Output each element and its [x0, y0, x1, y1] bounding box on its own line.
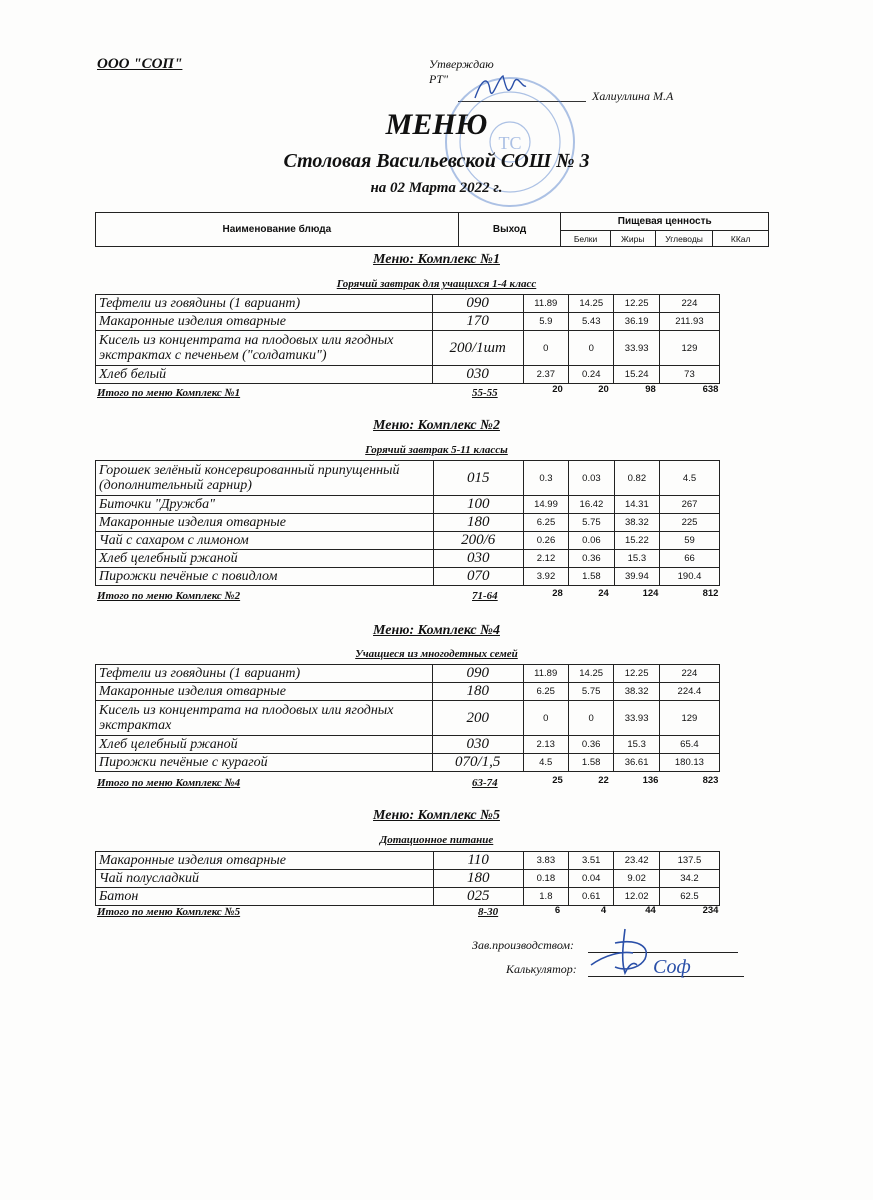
- production-manager-label: Зав.производством:: [472, 938, 575, 952]
- dish-kcal: 224.4: [659, 683, 719, 701]
- dish-proteins: 14.99: [523, 496, 568, 514]
- dish-name: Макаронные изделия отварные: [96, 313, 433, 331]
- dish-proteins: 4.5: [523, 754, 568, 772]
- dish-fats: 1.58: [568, 754, 613, 772]
- table-row: [96, 568, 720, 586]
- section-title: Меню: Комплекс №5: [373, 808, 500, 823]
- dish-carbs: 39.94: [614, 568, 659, 586]
- dish-carbs: 38.32: [614, 514, 659, 532]
- header-carbs: Углеводы: [655, 231, 713, 247]
- dish-name: Хлеб целебный ржаной: [96, 550, 434, 568]
- dish-output: 100: [433, 496, 523, 514]
- dish-kcal: 224: [659, 295, 719, 313]
- table-row: [96, 754, 720, 772]
- section-subtitle: Горячий завтрак 5-11 классы: [365, 444, 508, 456]
- table-row: [96, 888, 720, 906]
- dish-output: 200/1шт: [432, 331, 523, 366]
- dish-kcal: 224: [659, 665, 719, 683]
- dish-kcal: 137.5: [659, 852, 719, 870]
- dish-output: 090: [432, 295, 523, 313]
- dish-proteins: 6.25: [523, 683, 568, 701]
- header-output: Выход: [458, 213, 561, 247]
- dish-carbs: 15.24: [614, 366, 659, 384]
- table-row: [96, 532, 720, 550]
- dish-name: Кисель из концентрата на плодовых или ягодных экстрактах: [96, 701, 433, 736]
- dish-fats: 0.06: [569, 532, 614, 550]
- dish-carbs: 36.61: [614, 754, 659, 772]
- dish-name: Макаронные изделия отварные: [96, 683, 433, 701]
- menu-table-complex-1: [95, 294, 720, 384]
- total-output: 71-64: [472, 590, 498, 602]
- approval-caption: Утверждаю: [429, 57, 494, 71]
- dish-carbs: 12.25: [614, 665, 659, 683]
- dish-carbs: 36.19: [614, 313, 659, 331]
- dish-kcal: 129: [659, 701, 719, 736]
- dish-carbs: 9.02: [614, 870, 660, 888]
- page-title: МЕНЮ: [385, 108, 488, 141]
- header-name: Наименование блюда: [96, 213, 459, 247]
- table-row: [96, 683, 720, 701]
- dish-output: 015: [433, 461, 523, 496]
- dish-name: Тефтели из говядины (1 вариант): [96, 665, 433, 683]
- total-proteins: 28: [552, 588, 563, 599]
- total-fats: 4: [600, 905, 607, 916]
- total-proteins: 25: [552, 775, 563, 786]
- dish-proteins: 2.13: [523, 736, 568, 754]
- dish-carbs: 15.3: [614, 736, 659, 754]
- menu-date: на 02 Марта 2022 г.: [370, 180, 503, 196]
- total-fats: 22: [598, 775, 609, 786]
- dish-name: Горошек зелёный консервированный припущенный (дополнительный гарнир): [96, 461, 434, 496]
- dish-output: 200/6: [433, 532, 523, 550]
- dish-proteins: 1.8: [523, 888, 568, 906]
- header-fats: Жиры: [610, 231, 655, 247]
- dish-proteins: 2.12: [523, 550, 568, 568]
- total-label: Итого по меню Комплекс №5: [97, 906, 241, 918]
- svg-text:ТС: ТС: [498, 133, 522, 153]
- dish-proteins: 3.92: [523, 568, 568, 586]
- dish-carbs: 12.25: [614, 295, 659, 313]
- dish-proteins: 5.9: [523, 313, 568, 331]
- dish-name: Пирожки печёные с повидлом: [96, 568, 434, 586]
- dish-proteins: 0.18: [523, 870, 568, 888]
- section-title: Меню: Комплекс №4: [373, 623, 500, 638]
- dish-name: Макаронные изделия отварные: [96, 514, 434, 532]
- section-subtitle: Горячий завтрак для учащихся 1-4 класс: [336, 278, 537, 290]
- table-row: [96, 514, 720, 532]
- dish-kcal: 225: [660, 514, 720, 532]
- total-carbs: 136: [642, 775, 659, 786]
- dish-fats: 5.43: [569, 313, 614, 331]
- header-table: [95, 212, 769, 247]
- canteen-name: Столовая Васильевской СОШ № 3: [283, 150, 590, 172]
- table-row: [96, 295, 720, 313]
- total-carbs: 44: [645, 905, 656, 916]
- approval-position: РТ": [429, 72, 449, 86]
- dish-output: 070/1,5: [432, 754, 523, 772]
- total-kcal: 638: [702, 384, 719, 395]
- calculator-signature: [585, 925, 705, 983]
- dish-output: 030: [433, 550, 523, 568]
- dish-proteins: 3.83: [523, 852, 568, 870]
- dish-kcal: 59: [660, 532, 720, 550]
- dish-carbs: 14.31: [614, 496, 659, 514]
- menu-table-complex-2: [95, 460, 720, 586]
- table-row: [96, 461, 720, 496]
- table-row: [96, 736, 720, 754]
- dish-carbs: 33.93: [614, 331, 659, 366]
- table-row: [96, 496, 720, 514]
- dish-fats: 0.03: [569, 461, 614, 496]
- dish-fats: 0.36: [568, 736, 613, 754]
- dish-proteins: 0: [523, 701, 568, 736]
- dish-carbs: 15.22: [614, 532, 659, 550]
- dish-kcal: 180.13: [659, 754, 719, 772]
- dish-carbs: 0.82: [614, 461, 659, 496]
- dish-name: Батон: [96, 888, 434, 906]
- dish-output: 180: [432, 683, 523, 701]
- section-title: Меню: Комплекс №2: [373, 418, 500, 433]
- total-output: 55-55: [472, 387, 498, 399]
- total-carbs: 98: [645, 384, 656, 395]
- header-nutrition: Пищевая ценность: [561, 213, 769, 231]
- dish-name: Пирожки печёные с курагой: [96, 754, 433, 772]
- table-row: [96, 870, 720, 888]
- dish-fats: 0.04: [569, 870, 614, 888]
- dish-fats: 1.58: [569, 568, 614, 586]
- organization-name: ООО "СОП": [97, 56, 183, 72]
- dish-kcal: 129: [659, 331, 719, 366]
- dish-kcal: 267: [660, 496, 720, 514]
- dish-output: 170: [432, 313, 523, 331]
- dish-carbs: 23.42: [614, 852, 660, 870]
- dish-output: 030: [432, 736, 523, 754]
- dish-proteins: 11.89: [523, 665, 568, 683]
- approver-name: Халиуллина М.А: [592, 89, 674, 103]
- dish-fats: 5.75: [569, 514, 614, 532]
- dish-kcal: 211.93: [659, 313, 719, 331]
- dish-fats: 0.61: [569, 888, 614, 906]
- dish-proteins: 0: [523, 331, 568, 366]
- table-row: [96, 665, 720, 683]
- dish-proteins: 6.25: [523, 514, 568, 532]
- total-fats: 20: [598, 384, 609, 395]
- section-subtitle: Учащиеся из многодетных семей: [355, 648, 518, 660]
- total-fats: 24: [598, 588, 609, 599]
- dish-output: 090: [432, 665, 523, 683]
- svg-text:Соф: Соф: [653, 956, 691, 978]
- total-label: Итого по меню Комплекс №4: [97, 777, 241, 789]
- table-row: [96, 331, 720, 366]
- dish-fats: 0: [569, 331, 614, 366]
- total-kcal: 812: [702, 588, 719, 599]
- dish-name: Биточки "Дружба": [96, 496, 434, 514]
- dish-fats: 0: [568, 701, 613, 736]
- section-subtitle: Дотационное питание: [379, 834, 494, 846]
- total-kcal: 823: [702, 775, 719, 786]
- dish-fats: 3.51: [569, 852, 614, 870]
- menu-table-complex-4: [95, 664, 720, 772]
- table-row: [96, 366, 720, 384]
- total-proteins: 6: [554, 905, 561, 916]
- approver-signature: [470, 68, 530, 108]
- dish-proteins: 2.37: [523, 366, 568, 384]
- dish-proteins: 11.89: [523, 295, 568, 313]
- table-row: [96, 852, 720, 870]
- dish-output: 180: [433, 514, 523, 532]
- dish-carbs: 15.3: [614, 550, 659, 568]
- dish-carbs: 33.93: [614, 701, 659, 736]
- dish-output: 025: [433, 888, 523, 906]
- dish-output: 200: [432, 701, 523, 736]
- dish-name: Тефтели из говядины (1 вариант): [96, 295, 433, 313]
- dish-fats: 14.25: [568, 665, 613, 683]
- dish-output: 070: [433, 568, 523, 586]
- dish-proteins: 0.3: [523, 461, 568, 496]
- table-row: [96, 550, 720, 568]
- dish-kcal: 34.2: [659, 870, 719, 888]
- dish-kcal: 4.5: [660, 461, 720, 496]
- total-proteins: 20: [552, 384, 563, 395]
- dish-carbs: 12.02: [614, 888, 660, 906]
- dish-kcal: 190.4: [660, 568, 720, 586]
- dish-kcal: 66: [660, 550, 720, 568]
- dish-output: 180: [433, 870, 523, 888]
- dish-output: 110: [433, 852, 523, 870]
- total-output: 8-30: [478, 906, 499, 918]
- dish-kcal: 73: [659, 366, 719, 384]
- header-proteins: Белки: [561, 231, 610, 247]
- menu-table-complex-5: [95, 851, 720, 906]
- dish-name: Чай полусладкий: [96, 870, 434, 888]
- dish-fats: 14.25: [569, 295, 614, 313]
- total-label: Итого по меню Комплекс №1: [97, 387, 241, 399]
- table-row: [96, 313, 720, 331]
- dish-name: Макаронные изделия отварные: [96, 852, 434, 870]
- dish-kcal: 65.4: [659, 736, 719, 754]
- dish-fats: 5.75: [568, 683, 613, 701]
- dish-carbs: 38.32: [614, 683, 659, 701]
- dish-name: Хлеб целебный ржаной: [96, 736, 433, 754]
- header-kcal: ККал: [713, 231, 769, 247]
- dish-name: Хлеб белый: [96, 366, 433, 384]
- total-output: 63-74: [472, 777, 498, 789]
- dish-name: Чай с сахаром с лимоном: [96, 532, 434, 550]
- calculator-label: Калькулятор:: [506, 962, 577, 976]
- dish-kcal: 62.5: [659, 888, 719, 906]
- table-row: [96, 701, 720, 736]
- section-title: Меню: Комплекс №1: [373, 252, 500, 267]
- total-carbs: 124: [642, 588, 659, 599]
- dish-proteins: 0.26: [523, 532, 568, 550]
- dish-fats: 0.36: [569, 550, 614, 568]
- dish-name: Кисель из концентрата на плодовых или ягодных экстрактах с печеньем ("солдатики"): [96, 331, 433, 366]
- total-label: Итого по меню Комплекс №2: [97, 590, 241, 602]
- total-kcal: 234: [702, 905, 719, 916]
- dish-fats: 16.42: [569, 496, 614, 514]
- dish-fats: 0.24: [569, 366, 614, 384]
- dish-output: 030: [432, 366, 523, 384]
